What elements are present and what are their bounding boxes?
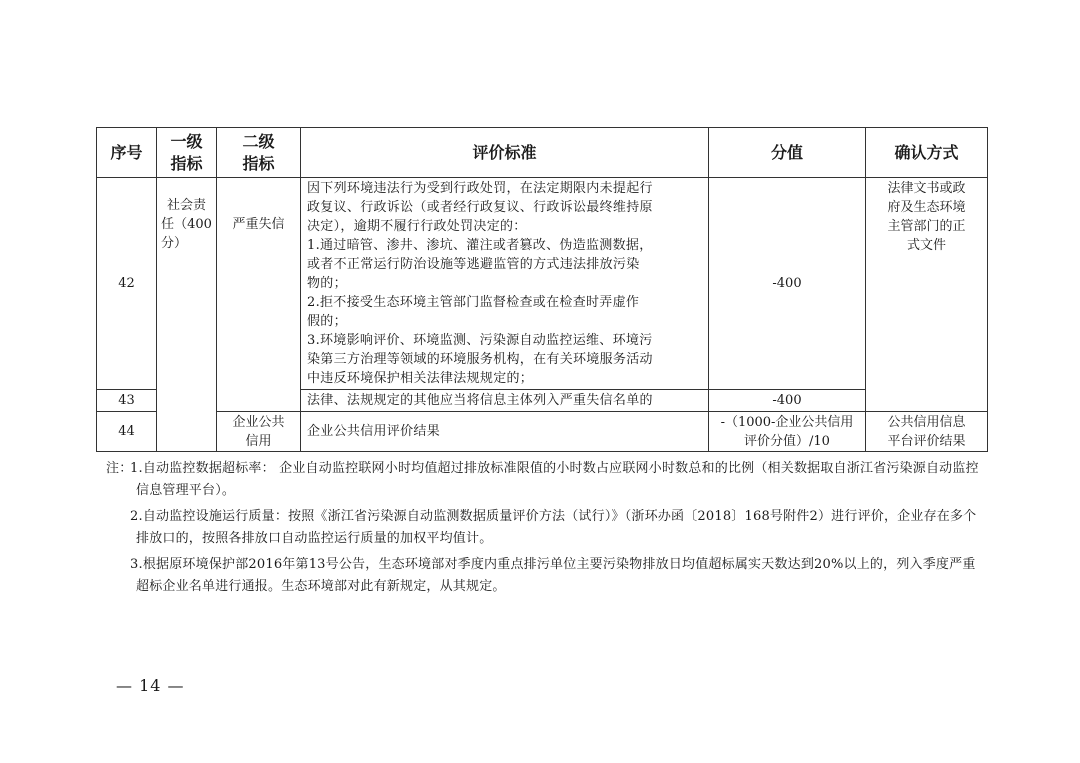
row42-criteria-line5: 或者不正常运行防治设施等逃避监管的方式违法排放污染	[307, 257, 640, 272]
header-level2-line1: 二级	[242, 131, 275, 151]
row42-confirm-line3: 主管部门的正	[887, 219, 966, 234]
header-level1	[157, 128, 217, 178]
note-1-text: 自动监控数据超标率： 企业自动监控联网小时均值超过排放标准限值的小时数占应联网小时数总和的比例（相关数据取自浙江省污染源自动监控信息管理平台）。	[136, 461, 979, 498]
row44-confirm-line2: 平台评价结果	[887, 433, 966, 449]
header-confirm: 确认方式	[866, 128, 988, 178]
row42-criteria-line7: 2.拒不接受生态环境主管部门监督检查或在检查时弄虚作	[307, 295, 640, 310]
level1-line3: 分）	[161, 236, 188, 251]
row42-seq: 42	[97, 178, 157, 390]
level1-cell	[157, 178, 217, 452]
note-1-index: 1.	[130, 461, 143, 476]
row42-score: -400	[709, 178, 866, 390]
row42-criteria-line1: 因下列环境违法行为受到行政处罚，在法定期限内未提起行	[307, 181, 653, 196]
header-level2-line2: 指标	[242, 153, 275, 173]
note-2-index: 2.	[130, 509, 143, 524]
row42-confirm-line1: 法律文书或政	[887, 181, 966, 196]
row42-criteria-line6: 物的；	[307, 276, 347, 291]
row43-seq: 43	[97, 390, 157, 412]
table-row-42	[97, 178, 988, 390]
row42-criteria-line2: 政复议、行政诉讼（或者经行政复议、行政诉讼最终维持原	[307, 200, 653, 215]
row44-confirm	[866, 412, 988, 452]
notes-section	[106, 458, 986, 602]
page-number: — 14 —	[116, 676, 185, 695]
row43-criteria: 法律、法规规定的其他应当将信息主体列入严重失信名单的	[301, 390, 709, 412]
row42-criteria-line11: 中违反环境保护相关法律法规规定的；	[307, 371, 534, 386]
row44-level2-line1: 企业公共	[232, 414, 285, 430]
evaluation-table	[96, 127, 988, 452]
note-item-2	[106, 506, 986, 550]
note-3-text: 根据原环境保护部2016年第13号公告，生态环境部对季度内重点排污单位主要污染物排放日均值超标属实天数达到20%以上的，列入季度严重超标企业名单进行通报。生态环境部对此有新规定，从其规定。	[136, 557, 976, 594]
row42-level2: 严重失信	[217, 178, 301, 412]
row44-seq: 44	[97, 412, 157, 452]
note-item-3	[106, 554, 986, 598]
row44-level2-line2: 信用	[245, 433, 272, 449]
level1-line1: 社会责	[166, 198, 206, 213]
notes-prefix: 注：	[106, 461, 133, 476]
header-level1-line2: 指标	[170, 153, 203, 173]
level1-line2: 任（400	[161, 217, 212, 232]
row44-score-line1: -（1000-企业公共信用	[720, 414, 854, 430]
row43-score: -400	[709, 390, 866, 412]
row42-criteria-line8: 假的；	[307, 314, 347, 329]
row42-criteria-line10: 染第三方治理等领域的环境服务机构，在有关环境服务活动	[307, 352, 653, 367]
row42-criteria-line9: 3.环境影响评价、环境监测、污染源自动监控运维、环境污	[307, 333, 653, 348]
row42-criteria-line4: 1.通过暗管、渗井、渗坑、灌注或者篡改、伪造监测数据，	[307, 238, 653, 253]
header-seq: 序号	[97, 128, 157, 178]
header-row	[97, 128, 988, 178]
header-criteria: 评价标准	[301, 128, 709, 178]
header-level2	[217, 128, 301, 178]
row44-score-line2: 评价分值）/10	[744, 433, 830, 449]
row42-criteria-line3: 决定），逾期不履行行政处罚决定的：	[307, 219, 527, 234]
note-2-text: 自动监控设施运行质量：按照《浙江省污染源自动监测数据质量评价方法（试行）》（浙环办函〔2018〕168号附件2）进行评价，企业存在多个排放口的，按照各排放口自动监控运行质量的加权平均值计。	[136, 509, 977, 546]
note-3-index: 3.	[130, 557, 143, 572]
row42-confirm-line2: 府及生态环境	[887, 200, 966, 215]
row44-criteria: 企业公共信用评价结果	[301, 412, 709, 452]
row42-confirm	[866, 178, 988, 412]
header-level1-line1: 一级	[170, 131, 203, 151]
row42-criteria	[301, 178, 709, 390]
row44-score	[709, 412, 866, 452]
note-item-1	[106, 458, 986, 502]
table-row-44	[97, 412, 988, 452]
row44-confirm-line1: 公共信用信息	[887, 414, 966, 430]
row42-confirm-line4: 式文件	[906, 238, 946, 253]
header-score: 分值	[709, 128, 866, 178]
row44-level2	[217, 412, 301, 452]
